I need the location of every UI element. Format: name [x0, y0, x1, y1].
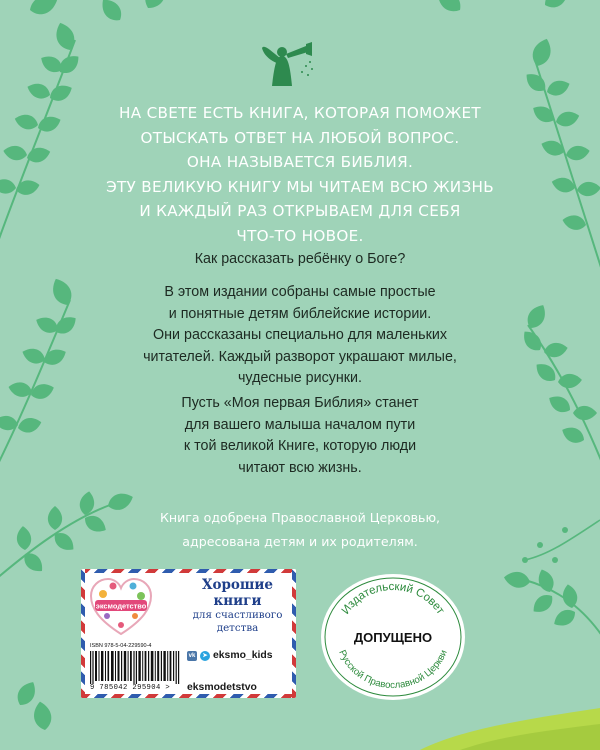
telegram-icon: ➤ [200, 651, 210, 661]
approval-line: адресована детям и их родителям. [182, 534, 418, 549]
isbn-text: ISBN 978-5-04-229590-4 [90, 643, 152, 649]
headline-line: ЧТО-ТО НОВОЕ. [236, 226, 364, 245]
airmail-border-top [81, 569, 296, 573]
slogan-line: детства [216, 622, 259, 634]
social-handle-kids: eksmo_kids [213, 650, 273, 661]
barcode [90, 651, 180, 684]
publisher-card [81, 569, 296, 698]
seal-bottom-text: Русской Православной Церкви [336, 648, 450, 692]
slogan-line: Хорошие [201, 577, 274, 593]
approval-text [100, 506, 500, 554]
paragraph-line: к той великой Книге, которую люди [183, 438, 417, 454]
slogan-line: книги [213, 593, 262, 609]
paragraph-line: для вашего малыша началом пути [184, 416, 416, 433]
social-handle-detstvo: eksmodetstvo [187, 682, 257, 693]
headline-line: НА СВЕТЕ ЕСТЬ КНИГА, КОТОРАЯ ПОМОЖЕТ [119, 104, 481, 122]
brand-logo-text: эксмодетство [95, 601, 147, 611]
paragraph-line: читают всю жизнь. [238, 459, 362, 476]
headline-line: ОНА НАЗЫВАЕТСЯ БИБЛИЯ. [186, 153, 414, 172]
social-row [187, 648, 287, 663]
airmail-border-bottom [81, 694, 296, 698]
church-approval-seal [318, 572, 467, 702]
paragraph-description [120, 282, 480, 390]
eksmodetstvo-heart-logo [89, 576, 153, 638]
headline-text [105, 101, 495, 249]
slogan-line: для счастливого [192, 609, 283, 621]
seal-top-text: Издательский Совет [339, 580, 447, 617]
airmail-border-right [292, 569, 296, 698]
paragraph-line: В этом издании собраны самые простые [164, 284, 436, 300]
grass-decoration [420, 690, 600, 750]
seal-center-text: ДОПУЩЕНО [353, 630, 433, 645]
barcode-number: 9 785042 295904 > [90, 684, 171, 692]
paragraph-line: и понятные детям библейские истории. [168, 305, 432, 322]
paragraph-line: читателей. Каждый разворот украшают милые, [143, 348, 457, 365]
approval-line: Книга одобрена Православной Церковью, [159, 510, 441, 525]
headline-line: И КАЖДЫЙ РАЗ ОТКРЫВАЕМ ДЛЯ СЕБЯ [139, 202, 461, 221]
paragraph-line: чудесные рисунки. [237, 370, 362, 386]
vk-icon: vk [188, 652, 196, 659]
airmail-border-left [81, 569, 85, 698]
slogan [185, 577, 290, 635]
headline-line: ЭТУ ВЕЛИКУЮ КНИГУ МЫ ЧИТАЕМ ВСЮ ЖИЗНЬ [106, 177, 494, 196]
question-text: Как рассказать ребёнку о Боге? [194, 251, 406, 267]
paragraph-line: Они рассказаны специально для маленьких [153, 327, 447, 343]
angel-trumpet-icon [262, 42, 316, 92]
paragraph-wish [120, 393, 480, 479]
social-links [187, 648, 287, 666]
headline-line: ОТЫСКАТЬ ОТВЕТ НА ЛЮБОЙ ВОПРОС. [140, 128, 460, 147]
paragraph-line: Пусть «Моя первая Библия» станет [181, 395, 419, 411]
